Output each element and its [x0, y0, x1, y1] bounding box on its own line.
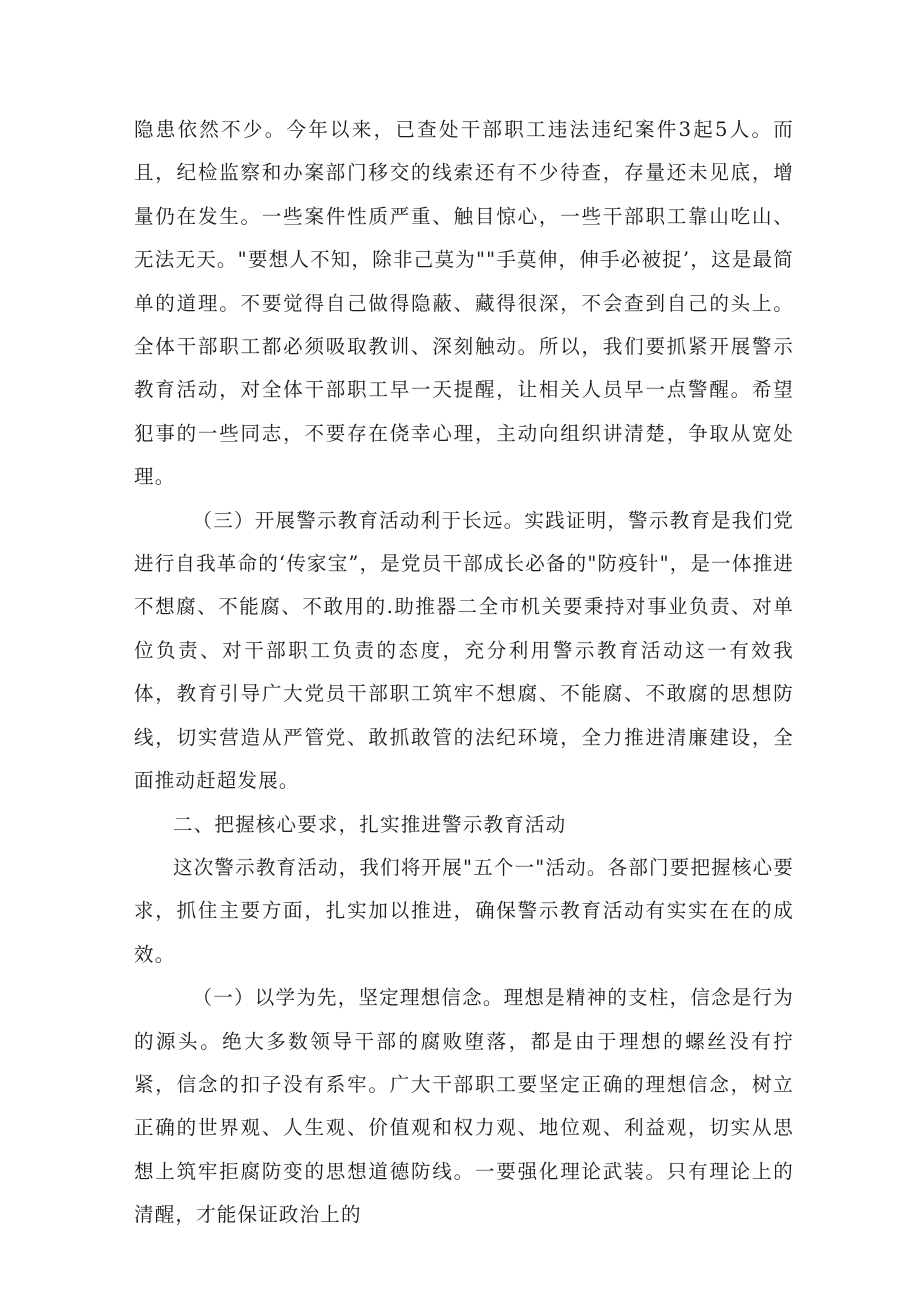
section-heading-two: 二、把握核心要求，扎实推进警示教育活动: [173, 812, 567, 836]
paragraph-continuation: 隐患依然不少。今年以来，已查处干部职工违法违纪案件3起5人。而且，纪检监察和办案部门移交的线索还有不少待查，存量还未见底，增量仍在发生。一些案件性质严重、触目惊心，一些干部职工靠山吃山、无法无天。"要想人不知，除非己莫为""手莫伸，伸手必被捉’，这是最简单的道理。不要觉得自己做得隐蔽、藏得很深，不会查到自己的头上。全体干部职工都必须吸取教训、深刻触动。所以，我们要抓紧开展警示教育活动，对全体干部职工早一天提醒，让相关人员早一点警醒。希望犯事的一些同志，不要存在侥幸心理，主动向组织讲清楚，争取从宽处理。: [134, 118, 794, 489]
paragraph-subsection-three: （三）开展警示教育活动利于长远。实践证明，警示教育是我们党进行自我革命的‘传家宝”，是党员干部成长必备的"防疫针"，是一体推进不想腐、不能腐、不敢用的.助推器二全市机关要秉持对事业负责、对单位负责、对干部职工负责的态度，充分利用警示教育活动这一有效我体，教育引导广大党员干部职工筑牢不想腐、不能腐、不敢腐的思想防线，切实营造从严管党、敢抓敢管的法纪环境，全力推进清廉建设，全面推动赶超发展。: [134, 508, 794, 793]
paragraph-subsection-one: （一）以学为先，坚定理想信念。理想是精神的支柱，信念是行为的源头。绝大多数领导干部的腐败堕落，都是由于理想的螺丝没有拧紧，信念的扣子没有系牢。广大干部职工要坚定正确的理想信念，树立正确的世界观、人生观、价值观和权力观、地位观、利益观，切实从思想上筑牢拒腐防变的思想道德防线。一要强化理论武装。只有理论上的清醒，才能保证政治上的: [134, 986, 794, 1227]
paragraph-five-activities: 这次警示教育活动，我们将开展"五个一"活动。各部门要把握核心要求，抓住主要方面，扎实加以推进，确保警示教育活动有实实在在的成效。: [134, 855, 794, 966]
document-body: [134, 108, 794, 1237]
